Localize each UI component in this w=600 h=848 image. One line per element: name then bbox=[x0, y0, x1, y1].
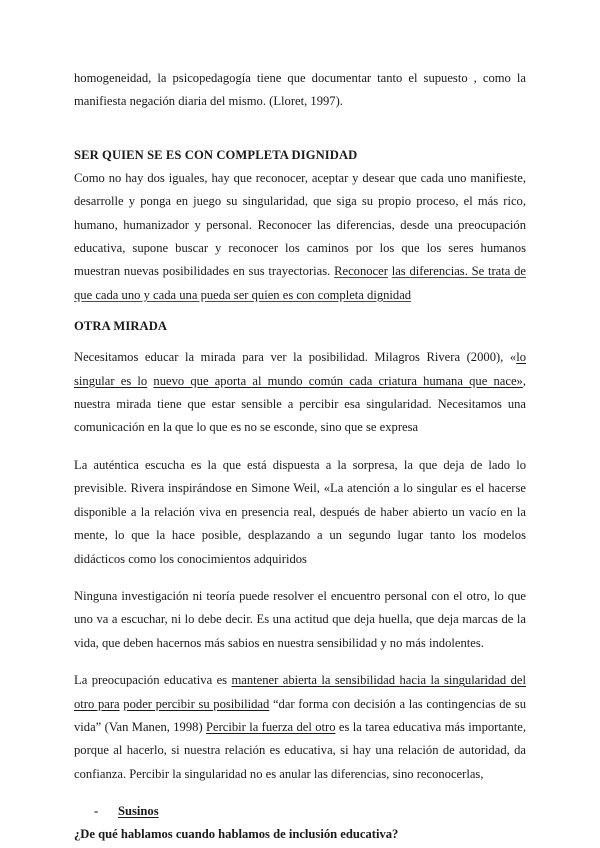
underlined-posibilidad: poder percibir su posibilidad bbox=[123, 696, 270, 711]
underlined-nuevo: nuevo que aporta al mundo común cada criatura humana que nace» bbox=[153, 373, 523, 388]
bullet-dash: - bbox=[94, 804, 99, 819]
paragraph-preocupacion: La preocupación educativa es mantener abierta la sensibilidad hacia la singularidad del otro para poder percibir su posibilidad “dar forma con decisión a las contingencias de su vida” (Van Manen, 1998) Percibir la fuerza del otro es la tarea educativa más importante, porque al hacerlo, si nuestra relación es educativa, si hay una relación de autoridad, da confianza. Percibir la singularidad no es anular las diferencias, sino reconocerlas, bbox=[74, 673, 527, 781]
text-column bbox=[74, 67, 526, 846]
underlined-singular: lo singular es lo bbox=[74, 350, 526, 388]
intro-paragraph: homogeneidad, la psicopedagogía tiene que documentar tanto el supuesto , como la manifiesta negación diaria del mismo. (Lloret, 1997). bbox=[74, 71, 526, 109]
bullet-item-susinos bbox=[74, 800, 526, 823]
bullet-label: Susinos bbox=[118, 804, 159, 819]
underlined-reconocer: Reconocer bbox=[334, 264, 388, 279]
section-heading-otra-mirada: OTRA MIRADA bbox=[74, 319, 168, 334]
paragraph-educar-mirada: Necesitamos educar la mirada para ver la posibilidad. Milagros Rivera (2000), «lo singular es lo nuevo que aporta al mundo común cada criatura humana que nace», nuestra mirada tiene que estar sensible a percibir esa singularidad. Necesitamos una comunicación en la que lo que es no se esconde, sino que se expresa bbox=[74, 350, 526, 435]
paragraph-dignidad: Como no hay dos iguales, hay que reconocer, aceptar y desear que cada uno manifieste, desarrolle y ponga en juego su singularidad, que siga su propio proceso, el más rico, humano, humanizador y personal. Reconocer las diferencias, desde una preocupación educativa, supone buscar y reconocer los caminos por los que los seres humanos muestran nuevas posibilidades en sus trayectorias. Reconocer las diferencias. Se trata de que cada uno y cada una pueda ser quien es con completa dignidad bbox=[74, 170, 527, 302]
paragraph-escucha: La auténtica escucha es la que está dispuesta a la sorpresa, la que deja de lado lo previsible. Rivera inspirándose en Simone Weil, «La atención a lo singular es el hacerse disponible a la relación viva en presencia real, después de haber abierto un vacío en la mente, lo que la hace posible, desplazando a un segundo lugar tanto los modelos didácticos como los conocimientos adquiridos bbox=[74, 457, 526, 566]
question-heading: ¿De qué hablamos cuando hablamos de inclusión educativa? bbox=[74, 827, 399, 842]
underlined-fuerza: Percibir la fuerza del otro bbox=[206, 719, 336, 734]
underlined-diferencias: las diferencias. Se trata de que cada uno y cada una pueda ser quien es con completa dignidad bbox=[74, 264, 527, 302]
paragraph-investigacion: Ninguna investigación ni teoría puede resolver el encuentro personal con el otro, lo que uno va a escuchar, ni lo debe decir. Es una actitud que deja huella, que deja marcas de la vida, que deben hacernos más sabios en nuestra sensibilidad y no más indolentes. bbox=[74, 588, 526, 650]
underlined-sensibilidad: mantener abierta la sensibilidad hacia la singularidad del otro para bbox=[74, 673, 526, 711]
section-heading-dignidad: SER QUIEN SE ES CON COMPLETA DIGNIDAD bbox=[74, 147, 358, 162]
